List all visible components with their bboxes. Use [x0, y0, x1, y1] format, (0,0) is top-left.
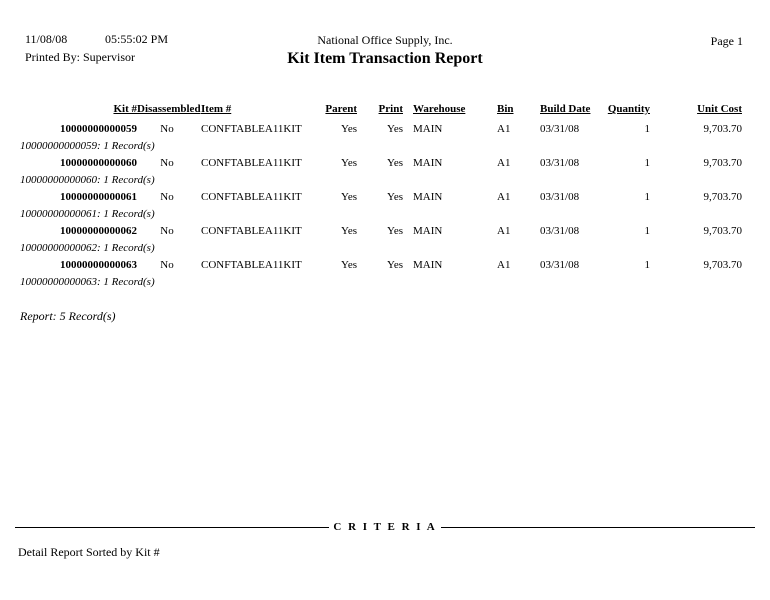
cell-disassembled: No: [160, 259, 174, 271]
cell-quantity: 1: [644, 157, 650, 169]
column-header-warehouse: Warehouse: [413, 103, 466, 115]
cell-quantity: 1: [644, 123, 650, 135]
criteria-divider: [15, 520, 755, 534]
cell-bin: A1: [497, 191, 511, 203]
cell-warehouse: MAIN: [413, 191, 443, 203]
cell-print: Yes: [386, 123, 403, 135]
table-row: [20, 121, 742, 138]
cell-build_date: 03/31/08: [540, 157, 580, 169]
cell-parent: Yes: [340, 191, 357, 203]
group-record-count: 10000000000063: 1 Record(s): [20, 276, 155, 288]
page-number: Page 1: [710, 34, 743, 48]
cell-unit_cost: 9,703.70: [703, 157, 742, 169]
column-header-disassembled: Disassembled: [137, 103, 201, 115]
group-summary-row: [20, 206, 742, 223]
cell-bin: A1: [497, 157, 511, 169]
company-name: National Office Supply, Inc.: [317, 33, 453, 47]
cell-warehouse: MAIN: [413, 123, 443, 135]
column-header-unit_cost: Unit Cost: [697, 103, 742, 115]
cell-print: Yes: [386, 191, 403, 203]
cell-parent: Yes: [340, 157, 357, 169]
cell-quantity: 1: [644, 225, 650, 237]
cell-disassembled: No: [160, 191, 174, 203]
cell-print: Yes: [386, 225, 403, 237]
cell-kit: 10000000000062: [60, 225, 137, 237]
table-row: [20, 223, 742, 240]
cell-warehouse: MAIN: [413, 225, 443, 237]
cell-kit: 10000000000063: [60, 259, 137, 271]
criteria-label: C R I T E R I A: [333, 521, 437, 533]
cell-quantity: 1: [644, 191, 650, 203]
cell-unit_cost: 9,703.70: [703, 191, 742, 203]
group-record-count: 10000000000061: 1 Record(s): [20, 208, 155, 220]
cell-unit_cost: 9,703.70: [703, 225, 742, 237]
cell-parent: Yes: [340, 225, 357, 237]
cell-quantity: 1: [644, 259, 650, 271]
group-summary-row: [20, 172, 742, 189]
criteria-rule-right: [441, 527, 755, 528]
cell-bin: A1: [497, 259, 511, 271]
group-summary-row: [20, 138, 742, 155]
print-time: 05:55:02 PM: [105, 32, 169, 46]
table-row: [20, 257, 742, 274]
cell-print: Yes: [386, 157, 403, 169]
cell-item: CONFTABLEA11KIT: [201, 157, 302, 169]
cell-warehouse: MAIN: [413, 157, 443, 169]
group-summary-row: [20, 240, 742, 257]
report-record-count: Report: 5 Record(s): [20, 309, 116, 323]
column-header-bin: Bin: [497, 103, 514, 115]
cell-item: CONFTABLEA11KIT: [201, 191, 302, 203]
cell-build_date: 03/31/08: [540, 123, 580, 135]
cell-kit: 10000000000060: [60, 157, 137, 169]
printed-by: Printed By: Supervisor: [25, 50, 135, 64]
table-header-row: [20, 103, 742, 121]
table-row: [20, 155, 742, 172]
column-header-item: Item #: [201, 103, 232, 115]
cell-print: Yes: [386, 259, 403, 271]
criteria-sort-description: Detail Report Sorted by Kit #: [18, 545, 160, 559]
cell-parent: Yes: [340, 259, 357, 271]
group-record-count: 10000000000062: 1 Record(s): [20, 242, 155, 254]
cell-build_date: 03/31/08: [540, 259, 580, 271]
column-header-parent: Parent: [325, 103, 357, 115]
report-title: Kit Item Transaction Report: [287, 50, 483, 67]
column-header-build_date: Build Date: [540, 103, 591, 115]
cell-disassembled: No: [160, 123, 174, 135]
header-center: [0, 34, 770, 68]
cell-bin: A1: [497, 123, 511, 135]
cell-warehouse: MAIN: [413, 259, 443, 271]
cell-disassembled: No: [160, 157, 174, 169]
cell-build_date: 03/31/08: [540, 191, 580, 203]
column-header-kit: Kit #: [113, 103, 137, 115]
column-header-quantity: Quantity: [607, 103, 650, 115]
cell-item: CONFTABLEA11KIT: [201, 123, 302, 135]
criteria-rule-left: [15, 527, 329, 528]
cell-parent: Yes: [340, 123, 357, 135]
group-summary-row: [20, 274, 742, 291]
column-header-print: Print: [378, 103, 403, 115]
cell-item: CONFTABLEA11KIT: [201, 225, 302, 237]
cell-bin: A1: [497, 225, 511, 237]
cell-build_date: 03/31/08: [540, 225, 580, 237]
table-row: [20, 189, 742, 206]
group-record-count: 10000000000059: 1 Record(s): [20, 140, 155, 152]
print-date: 11/08/08: [25, 32, 68, 46]
cell-kit: 10000000000059: [60, 123, 137, 135]
cell-unit_cost: 9,703.70: [703, 123, 742, 135]
kit-transaction-table: [20, 103, 742, 291]
cell-disassembled: No: [160, 225, 174, 237]
cell-item: CONFTABLEA11KIT: [201, 259, 302, 271]
cell-unit_cost: 9,703.70: [703, 259, 742, 271]
cell-kit: 10000000000061: [60, 191, 137, 203]
group-record-count: 10000000000060: 1 Record(s): [20, 174, 155, 186]
